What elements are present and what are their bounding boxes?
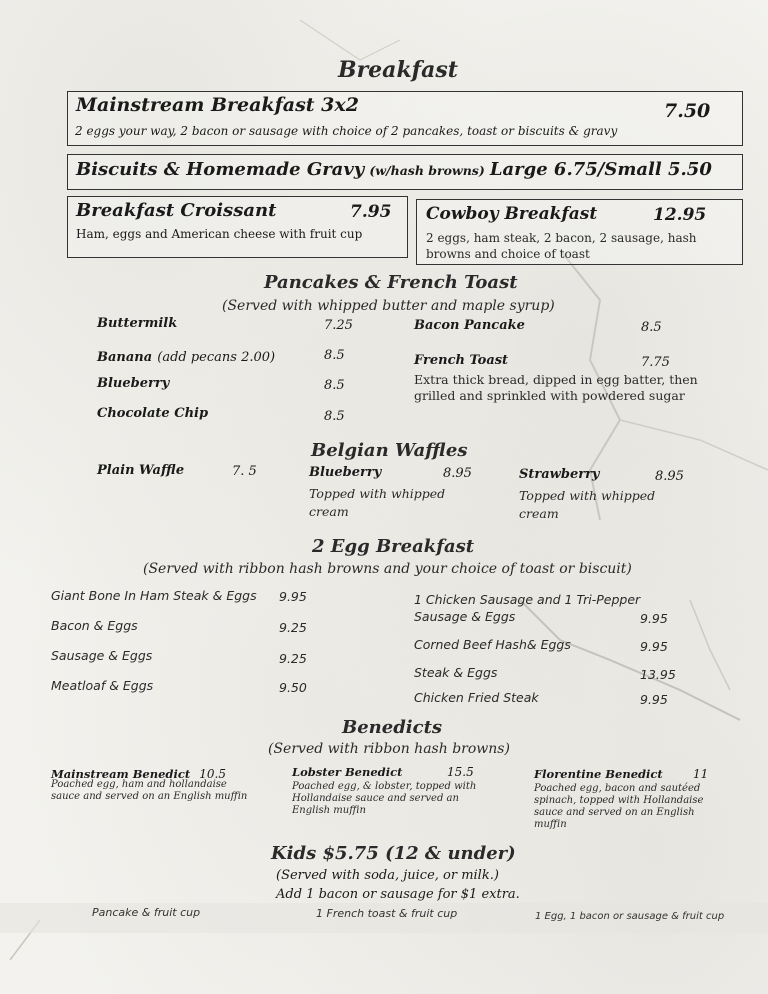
mainstream-benedict-price: 10.5 xyxy=(199,767,226,781)
strawberry-waffle-name: Strawberry xyxy=(519,467,600,482)
cowboy-price: 12.95 xyxy=(653,205,707,225)
buttermilk-price: 7.25 xyxy=(324,318,353,333)
bacon-pancake-name: Bacon Pancake xyxy=(414,318,525,333)
meatloaf-eggs-name: Meatloaf & Eggs xyxy=(51,678,154,693)
mainstream-breakfast-price: 7.50 xyxy=(664,100,711,122)
kids-heading: Kids $5.75 (12 & under) xyxy=(271,843,516,864)
steak-eggs-name: Steak & Eggs xyxy=(414,665,498,680)
mainstream-breakfast-box xyxy=(67,91,743,146)
plain-waffle-name: Plain Waffle xyxy=(97,463,185,478)
blueberry-waffle-name: Blueberry xyxy=(309,465,382,480)
biscuits-gravy-price: Large 6.75/Small 5.50 xyxy=(489,159,712,180)
croissant-desc: Ham, eggs and American cheese with fruit cup xyxy=(76,227,363,241)
sausage-eggs-name: Sausage & Eggs xyxy=(51,648,153,663)
blueberry-pancake-name: Blueberry xyxy=(97,376,170,391)
two-egg-subtitle: (Served with ribbon hash browns and your choice of toast or biscuit) xyxy=(143,561,632,577)
florentine-benedict-desc: Poached egg, bacon and sautéed spinach, topped with Hollandaise sauce and served on an English muffin xyxy=(534,783,704,830)
cowboy-desc: 2 eggs, ham steak, 2 bacon, 2 sausage, hash browns and choice of toast xyxy=(426,231,697,261)
strawberry-waffle-desc: Topped with whipped cream xyxy=(519,488,656,521)
croissant-name: Breakfast Croissant xyxy=(76,200,277,221)
two-egg-heading: 2 Egg Breakfast xyxy=(312,536,475,557)
corned-beef-name: Corned Beef Hash& Eggs xyxy=(414,637,571,652)
pancakes-heading: Pancakes & French Toast xyxy=(264,272,518,293)
florentine-benedict-price: 11 xyxy=(693,767,709,781)
croissant-price: 7.95 xyxy=(350,202,392,222)
biscuits-gravy-name: Biscuits & Homemade Gravy xyxy=(76,159,365,180)
bacon-eggs-price: 9.25 xyxy=(279,620,307,635)
banana-price: 8.5 xyxy=(324,348,345,363)
mainstream-breakfast-desc: 2 eggs your way, 2 bacon or sausage with choice of 2 pancakes, toast or biscuits & gravy xyxy=(75,124,618,138)
french-toast-desc: Extra thick bread, dipped in egg batter, then grilled and sprinkled with powdered sugar xyxy=(414,372,698,403)
lobster-benedict-desc: Poached egg, & lobster, topped with Hollandaise sauce and served an English muffin xyxy=(292,781,477,816)
chicken-fried-steak-name: Chicken Fried Steak xyxy=(414,690,539,705)
buttermilk-name: Buttermilk xyxy=(97,316,178,331)
breakfast-heading: Breakfast xyxy=(338,57,458,83)
bacon-eggs-name: Bacon & Eggs xyxy=(51,618,138,633)
chicken-sausage-price: 9.95 xyxy=(640,611,668,626)
chocolate-chip-name: Chocolate Chip xyxy=(97,406,209,421)
florentine-benedict-name: Florentine Benedict xyxy=(534,767,663,781)
mainstream-benedict-desc: Poached egg, ham and hollandaise sauce and served on an English muffin xyxy=(51,779,248,802)
chicken-sausage-line2: Sausage & Eggs xyxy=(414,609,516,624)
kids-line2: Add 1 bacon or sausage for $1 extra. xyxy=(276,887,520,902)
ham-steak-eggs-name: Giant Bone In Ham Steak & Eggs xyxy=(51,588,257,603)
biscuits-gravy-note: (w/hash browns) xyxy=(369,163,485,178)
cowboy-name: Cowboy Breakfast xyxy=(426,204,598,224)
pancakes-subtitle: (Served with whipped butter and maple syrup) xyxy=(222,298,555,314)
kids-item-pancake: Pancake & fruit cup xyxy=(92,906,201,919)
banana-line xyxy=(97,346,275,365)
french-toast-name: French Toast xyxy=(414,353,509,368)
biscuits-gravy-box xyxy=(67,154,743,190)
kids-line1: (Served with soda, juice, or milk.) xyxy=(276,868,499,883)
waffles-heading: Belgian Waffles xyxy=(311,440,468,461)
kids-item-french-toast: 1 French toast & fruit cup xyxy=(316,907,458,920)
sausage-eggs-price: 9.25 xyxy=(279,651,307,666)
chicken-sausage-line1: 1 Chicken Sausage and 1 Tri-Pepper xyxy=(414,592,641,607)
banana-name: Banana xyxy=(97,350,153,365)
ham-steak-eggs-price: 9.95 xyxy=(279,589,307,604)
benedicts-heading: Benedicts xyxy=(342,717,443,738)
french-toast-price: 7.75 xyxy=(641,355,670,370)
strawberry-waffle-price: 8.95 xyxy=(655,469,684,484)
chicken-fried-steak-price: 9.95 xyxy=(640,692,668,707)
mainstream-benedict-name: Mainstream Benedict xyxy=(51,767,191,781)
blueberry-waffle-desc: Topped with whipped cream xyxy=(309,486,446,519)
steak-eggs-price: 13.95 xyxy=(640,667,676,682)
bacon-pancake-price: 8.5 xyxy=(641,320,662,335)
lobster-benedict-name: Lobster Benedict xyxy=(292,765,403,779)
cowboy-box xyxy=(416,199,743,265)
blueberry-pancake-price: 8.5 xyxy=(324,378,345,393)
meatloaf-eggs-price: 9.50 xyxy=(279,680,307,695)
biscuits-gravy-line xyxy=(76,159,712,180)
kids-item-egg: 1 Egg, 1 bacon or sausage & fruit cup xyxy=(535,911,725,922)
plain-waffle-price: 7. 5 xyxy=(232,464,257,479)
benedicts-subtitle: (Served with ribbon hash browns) xyxy=(268,741,510,757)
mainstream-breakfast-name: Mainstream Breakfast 3x2 xyxy=(76,94,359,116)
chocolate-chip-price: 8.5 xyxy=(324,409,345,424)
banana-note: (add pecans 2.00) xyxy=(157,350,276,365)
blueberry-waffle-price: 8.95 xyxy=(443,466,472,481)
croissant-box xyxy=(67,196,408,258)
corned-beef-price: 9.95 xyxy=(640,639,668,654)
lobster-benedict-price: 15.5 xyxy=(447,765,474,779)
